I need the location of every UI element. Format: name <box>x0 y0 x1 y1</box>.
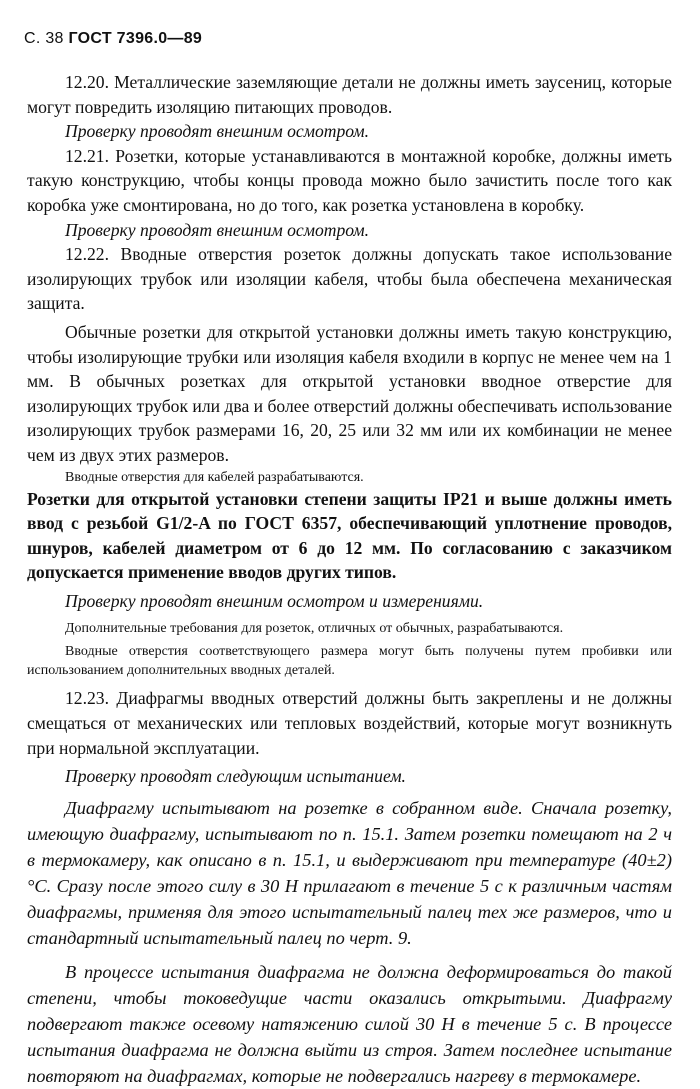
clause-12-20: 12.20. Металлические заземляющие детали не должны иметь заусениц, которые могут повредить изоляцию питающих проводов. <box>27 72 672 117</box>
clause-note: Дополнительные требования для розеток, отличных от обычных, разрабатываются. <box>65 621 564 637</box>
page-header <box>24 30 202 48</box>
clause-12-22: 12.22. Вводные отверстия розеток должны допускать такое использование изолирующих трубок или изоляции кабеля, чтобы была обеспечена механическая защита. <box>27 244 672 314</box>
clause-12-21: 12.21. Розетки, которые устанавливаются в монтажной коробке, должны иметь такую конструкцию, чтобы концы провода можно было зачистить после того как коробка уже смонтирована, но до того, как розетка установлена в коробку. <box>27 145 672 215</box>
document-body <box>27 70 672 1089</box>
clause-note: Вводные отверстия соответствующего размера могут быть получены путем пробивки или использованием дополнительных вводных деталей. <box>27 644 672 679</box>
clause-bold-requirement: Розетки для открытой установки степени защиты IP21 и выше должны иметь ввод с резьбой G1/2-A по ГОСТ 6357, обеспечивающий уплотнение проводов, шнуров, кабелей диаметром от 6 до 12 мм. По согласованию с заказчиком допускается применение вводов других типов. <box>27 488 672 583</box>
check-note: Проверку проводят внешним осмотром. <box>65 219 370 240</box>
check-note: Проверку проводят следующим испытанием. <box>65 766 406 787</box>
clause-12-23: 12.23. Диафрагмы вводных отверстий должны быть закреплены и не должны смещаться от механических или тепловых воздействий, которые могут возникнуть при нормальной эксплуатации. <box>27 688 672 758</box>
standard-designation: ГОСТ 7396.0—89 <box>68 30 203 47</box>
clause-12-22-para: Обычные розетки для открытой установки должны иметь такую конструкцию, чтобы изолирующие трубки или изоляция кабеля входили в корпус не менее чем на 1 мм. В обычных розетках для открытой установки вводное отверстие для изолирующих трубок или два и более отверстий должны обеспечивать использование изолирующих трубок размерами 16, 20, 25 или 32 мм или их комбинации не менее чем из двух этих размеров. <box>27 321 672 465</box>
clause-note: Вводные отверстия для кабелей разрабатываются. <box>65 469 364 485</box>
check-note: Проверку проводят внешним осмотром и измерениями. <box>65 590 484 611</box>
test-procedure-continued: В процессе испытания диафрагма не должна деформироваться до такой степени, чтобы токоведущие части оказались открытыми. Диафрагму подвергают также осевому натяжению силой 30 Н в течение 5 с. В процессе испытания диафрагма не должна выйти из строя. Затем последнее испытание повторяют на диафрагмах, которые не подвергались нагреву в термокамере. <box>27 961 672 1086</box>
page-number: С. 38 <box>24 30 64 47</box>
check-note: Проверку проводят внешним осмотром. <box>65 121 370 142</box>
test-procedure: Диафрагму испытывают на розетке в собранном виде. Сначала розетку, имеющую диафрагму, испытывают по п. 15.1. Затем розетки помещают на 2 ч в термокамеру, как описано в п. 15.1, и выдерживают при температуре (40±2) °С. Сразу после этого силу в 30 Н прилагают в течение 5 с к различным частям диафрагмы, применяя для этого испытательный палец тех же размеров, что и стандартный испытательный палец по черт. 9. <box>27 797 672 948</box>
